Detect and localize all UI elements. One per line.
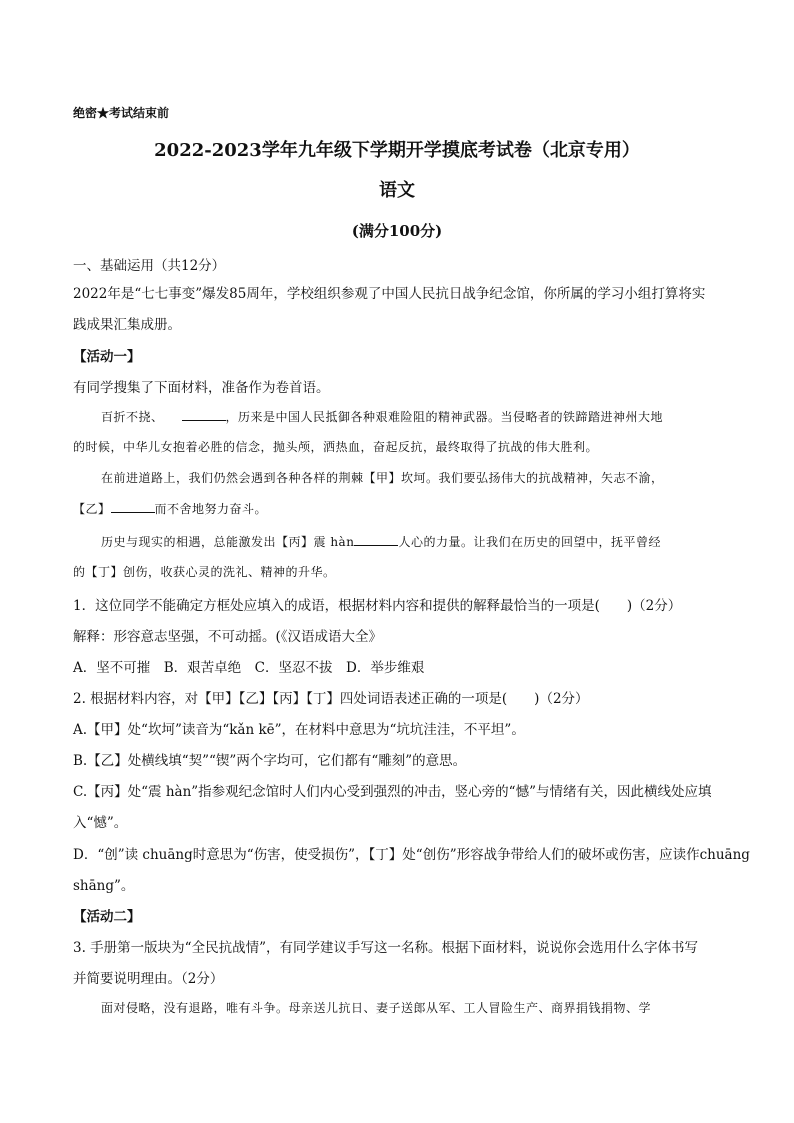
question-3-material-line1: 面对侵略，没有退路，唯有斗争。母亲送儿抗日、妻子送郎从军、工人冒险生产、商界捐钱捐物、学: [101, 1001, 652, 1015]
material-paragraph-3a: [101, 533, 724, 550]
material-p2b-pre: 【乙】: [73, 502, 111, 516]
activity-one-heading: 【活动一】: [73, 349, 141, 365]
question-2-option-a: A.【甲】处“坎坷”读音为“kǎn kē”，在材料中意思为“坑坑洼洼，不平坦”。: [73, 722, 525, 738]
material-paragraph-1a: [101, 408, 724, 425]
fill-blank-1: [182, 408, 226, 421]
material-paragraph-1b: 的时候，中华儿女抱着必胜的信念，抛头颅，洒热血，奋起反抗，最终取得了抗战的伟大胜利。: [73, 440, 599, 454]
fill-blank-2: [111, 500, 155, 513]
question-2-option-c-line1: C.【丙】处“震 hàn”指参观纪念馆时人们内心受到强烈的冲击，竖心旁的“憾”与情绪有关，因此横线处应填: [73, 784, 712, 800]
intro-line-2: 践成果汇集成册。: [73, 317, 181, 333]
activity-one-text: 有同学搜集了下面材料，准备作为卷首语。: [73, 380, 330, 396]
question-3-stem-line2: 并简要说明理由。（2分）: [73, 971, 224, 987]
subject-title: 语文: [379, 180, 415, 201]
material-paragraph-2b: [73, 500, 724, 517]
question-2-option-b: B.【乙】处横线填“契”“锲”两个字均可，它们都有“雕刻”的意思。: [73, 753, 467, 769]
confidential-mark: 绝密★考试结束前: [73, 106, 170, 120]
question-2-option-c-line2: 入“憾”。: [73, 815, 128, 831]
intro-line-1: 2022年是“七七事变”爆发85周年，学校组织参观了中国人民抗日战争纪念馆，你所属的学习小组打算将实: [73, 286, 706, 302]
question-2-option-d-line2: shāng”。: [73, 878, 135, 894]
question-2-stem: 2. 根据材料内容，对【甲】【乙】【丙】【丁】四处词语表述正确的一项是( )（2分）: [73, 691, 589, 707]
material-paragraph-2a: 在前进道路上，我们仍然会遇到各种各样的荆棘【甲】坎坷。我们要弘扬伟大的抗战精神，矢志不渝，: [101, 471, 664, 485]
full-score: (满分100分): [351, 222, 443, 240]
material-p3a-pre: 历史与现实的相遇，总能激发出【丙】震 hàn: [101, 535, 355, 549]
question-1-stem: 1．这位同学不能确定方框处应填入的成语，根据材料内容和提供的解释最恰当的一项是( )（2分）: [73, 598, 682, 614]
material-p2b-post: 而不舍地努力奋斗。: [154, 502, 268, 516]
material-p1a-post: ，历来是中国人民抵御各种艰难险阻的精神武器。当侵略者的铁蹄踏进神州大地: [225, 410, 664, 424]
section-heading: 一、基础运用（共12分）: [73, 258, 226, 274]
question-1-options: A．坚不可摧 B．艰苦卓绝 C．坚忍不拔 D．举步维艰: [73, 660, 425, 676]
material-p3a-post: 人心的力量。让我们在历史的回望中，抚平曾经: [398, 535, 661, 549]
fill-blank-3: [354, 533, 398, 546]
material-paragraph-3b: 的【丁】创伤，收获心灵的洗礼、精神的升华。: [73, 565, 336, 579]
material-p1a-pre: 百折不挠、: [101, 410, 164, 424]
question-1-note: 解释：形容意志坚强，不可动摇。(《汉语成语大全》: [73, 629, 383, 645]
question-2-option-d-line1: D．“创”读 chuāng时意思为“伤害，使受损伤”，【丁】处“创伤”形容战争带给人们的破坏或伤害，应读作chuāng: [73, 847, 750, 863]
exam-title: 2022-2023学年九年级下学期开学摸底考试卷（北京专用）: [154, 140, 640, 161]
activity-two-heading: 【活动二】: [73, 909, 141, 925]
question-3-stem-line1: 3. 手册第一版块为“全民抗战情”，有同学建议手写这一名称。根据下面材料，说说你会选用什么字体书写: [73, 940, 698, 956]
